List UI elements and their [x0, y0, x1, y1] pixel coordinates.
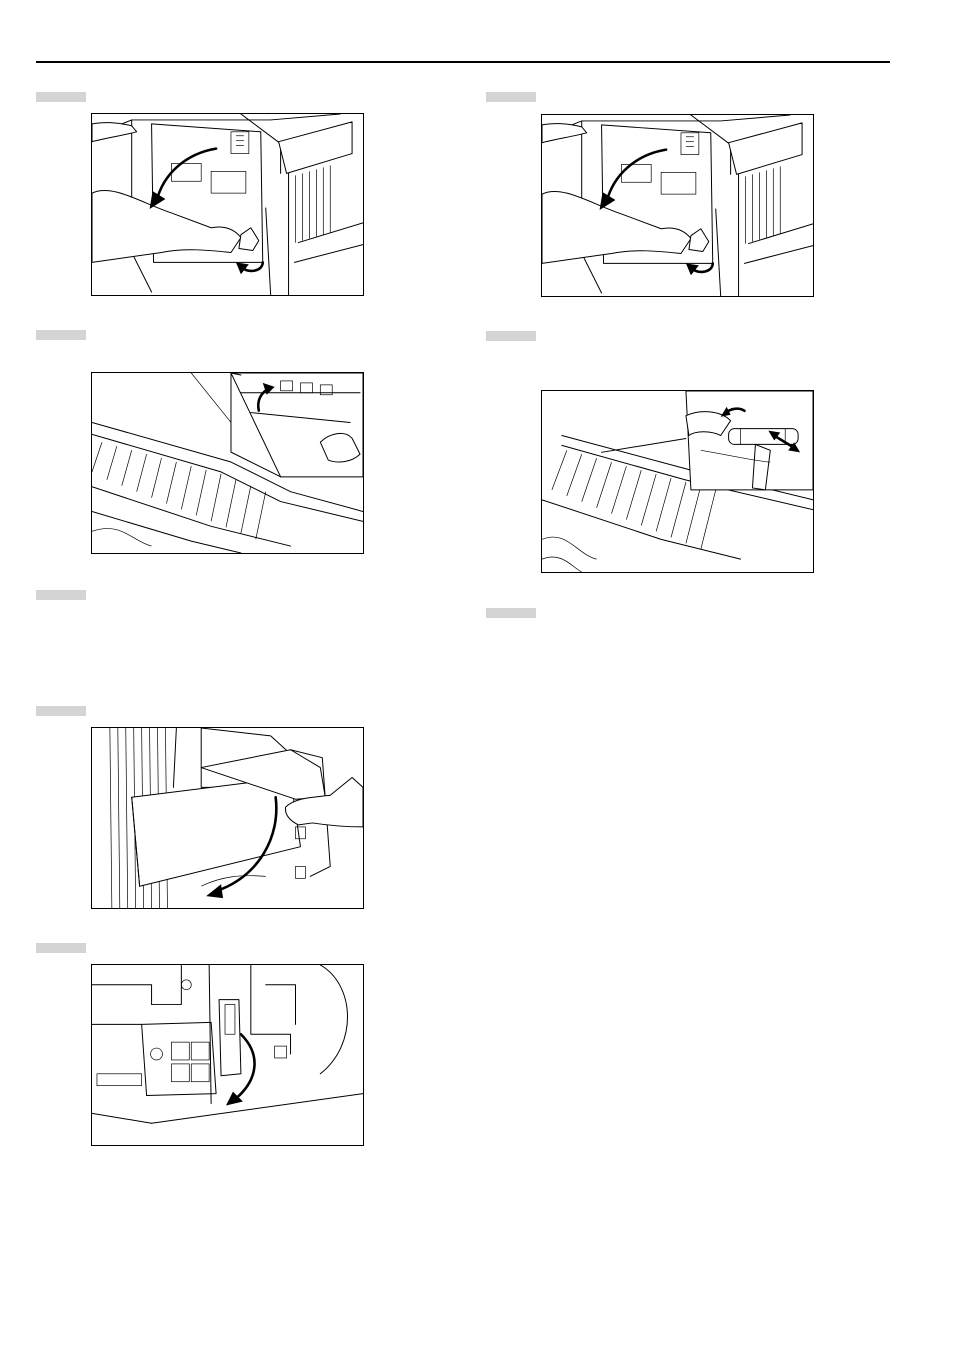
step-number-tab — [486, 331, 536, 341]
transfer-roller-illustration — [92, 373, 363, 553]
figure-open-left-cover — [541, 114, 814, 297]
figure-slide-cleaning-lever — [91, 964, 364, 1146]
step-number-tab — [36, 330, 86, 340]
open-left-cover-illustration — [542, 115, 813, 296]
step-number-tab — [36, 706, 86, 716]
cleaning-lever-illustration — [92, 965, 363, 1145]
duplex-cover-illustration — [92, 728, 363, 908]
step-number-tab — [36, 943, 86, 953]
step-number-tab — [486, 92, 536, 102]
step-number-tab — [486, 608, 536, 618]
figure-clean-separator-roller — [541, 390, 814, 573]
open-left-cover-illustration — [92, 114, 363, 295]
step-number-tab — [36, 92, 86, 102]
figure-clean-transfer-roller — [91, 372, 364, 554]
figure-open-duplex-cover — [91, 727, 364, 909]
separator-roller-illustration — [542, 391, 813, 572]
figure-open-left-cover — [91, 113, 364, 296]
step-number-tab — [36, 590, 86, 600]
header-rule — [36, 61, 890, 63]
